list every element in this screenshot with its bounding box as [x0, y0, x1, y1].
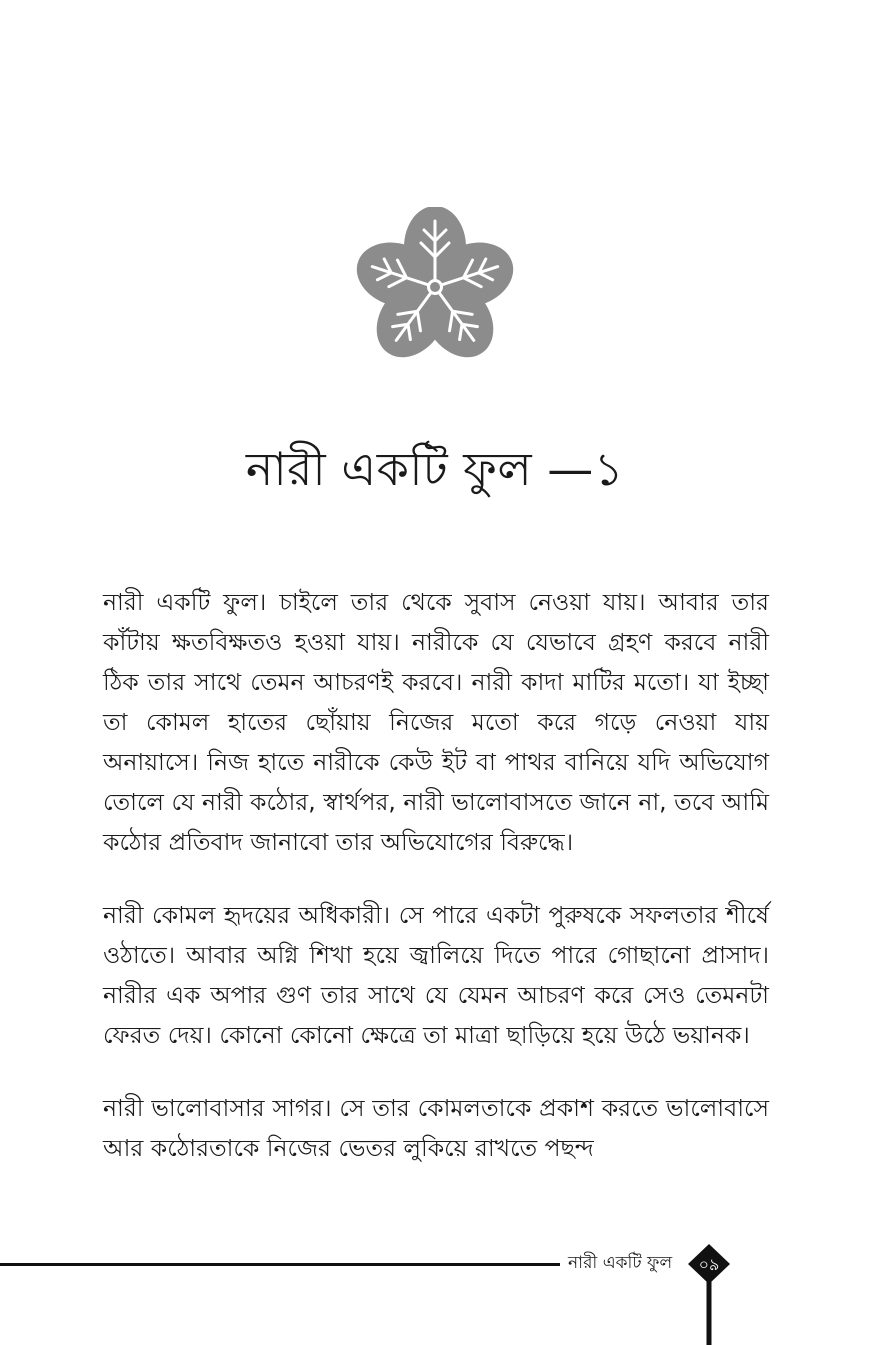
page-number: ০৯ — [698, 1255, 720, 1274]
chapter-body — [103, 582, 769, 1201]
paragraph: নারী ভালোবাসার সাগর। সে তার কোমলতাকে প্রকাশ করতে ভালোবাসে আর কঠোরতাকে নিজের ভেতর লুকিয়ে রাখতে পছন্দ — [103, 1094, 769, 1162]
chapter-title: নারী একটি ফুল —১ — [245, 442, 625, 496]
flower-icon — [355, 207, 515, 367]
running-title: নারী একটি ফুল — [568, 1253, 673, 1273]
paragraph: নারী একটি ফুল। চাইলে তার থেকে সুবাস নেওয়া যায়। আবার তার কাঁটায় ক্ষতবিক্ষতও হওয়া যায়। নারীকে যে যেভাবে গ্রহণ করবে নারী ঠিক তার সাথে তেমন আচরণই করবে। নারী কাদা মাটির মতো। যা ইচ্ছা তা কোমল হাতের ছোঁয়ায় নিজের মতো করে গড়ে নেওয়া যায় অনায়াসে। নিজ হাতে নারীকে কেউ ইট বা পাথর বানিয়ে যদি অভিযোগ তোলে যে নারী কঠোর, স্বার্থপর, নারী ভালোবাসতে জানে না, তবে আমি কঠোর প্রতিবাদ জানাবো তার অভিযোগের বিরুদ্ধে। — [103, 588, 769, 856]
footer-rule — [0, 1263, 560, 1266]
paragraph: নারী কোমল হৃদয়ের অধিকারী। সে পারে একটা পুরুষকে সফলতার শীর্ষে ওঠাতে। আবার অগ্নি শিখা হয়ে জ্বালিয়ে দিতে পারে গোছানো প্রাসাদ। নারীর এক অপার গুণ তার সাথে যে যেমন আচরণ করে সেও তেমনটা ফেরত দেয়। কোনো কোনো ক্ষেত্রে তা মাত্রা ছাড়িয়ে হয়ে উঠে ভয়ানক। — [103, 901, 769, 1049]
